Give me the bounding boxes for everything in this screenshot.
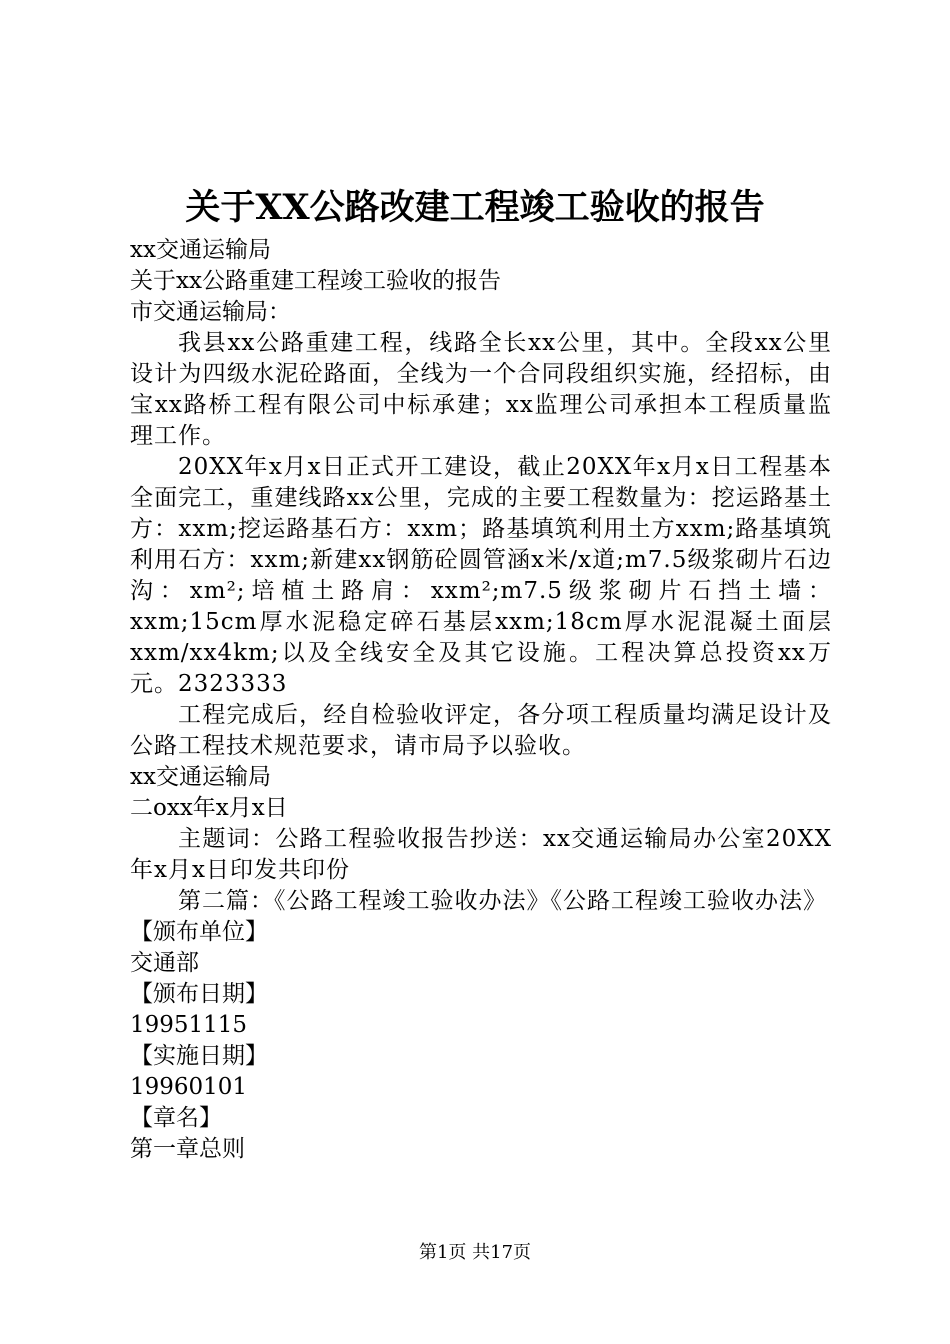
signature-org: xx交通运输局 xyxy=(130,764,271,790)
label-effective-date: 【实施日期】 xyxy=(130,1043,268,1069)
header-org: xx交通运输局 xyxy=(130,237,271,263)
effective-date-value: 19960101 xyxy=(130,1074,248,1100)
document-title: 关于XX公路改建工程竣工验收的报告 xyxy=(185,187,765,228)
paragraph-construction-quantities: 20XX年x月x日正式开工建设，截止20XX年x月x日工程基本全面完工，重建线路xx公里，完成的主要工程数量为：挖运路基土方：xxm;挖运路基石方：xxm；路基填筑利用土方xxm;路基填筑利用石方：xxm;新建xx钢筋砼圆管涵x米/x道;m7.5级浆砌片石边沟：xm²;培植土路肩：xxm²;m7.5级浆砌片石挡土墙：xxm;15cm厚水泥稳定碎石基层xxm;18cm厚水泥混凝土面层xxm/xx4km;以及全线安全及其它设施。工程决算总投资xx万元。2323333 xyxy=(130,454,832,697)
label-chapter: 【章名】 xyxy=(130,1105,222,1131)
report-subject: 关于xx公路重建工程竣工验收的报告 xyxy=(130,268,501,294)
issuer-value: 交通部 xyxy=(130,950,199,976)
keywords-distribution: 主题词：公路工程验收报告抄送：xx交通运输局办公室20XX年x月x日印发共印份 xyxy=(130,826,832,883)
paragraph-request-acceptance: 工程完成后，经自检验收评定，各分项工程质量均满足设计及公路工程技术规范要求，请市局予以验收。 xyxy=(130,702,832,759)
document-body xyxy=(130,235,832,1165)
signature-date: 二oxx年x月x日 xyxy=(130,795,288,821)
salutation: 市交通运输局： xyxy=(130,299,291,325)
issue-date-value: 19951115 xyxy=(130,1012,248,1038)
chapter-value: 第一章总则 xyxy=(130,1136,245,1162)
label-issue-date: 【颁布日期】 xyxy=(130,981,268,1007)
label-issuer: 【颁布单位】 xyxy=(130,919,268,945)
paragraph-project-overview: 我县xx公路重建工程，线路全长xx公里，其中。全段xx公里设计为四级水泥砼路面，全线为一个合同段组织实施，经招标，由宝xx路桥工程有限公司中标承建；xx监理公司承担本工程质量监理工作。 xyxy=(130,330,832,449)
page-footer: 第1页 共17页 xyxy=(418,1242,532,1263)
part-two-heading: 第二篇：《公路工程竣工验收办法》《公路工程竣工验收办法》 xyxy=(178,888,827,914)
